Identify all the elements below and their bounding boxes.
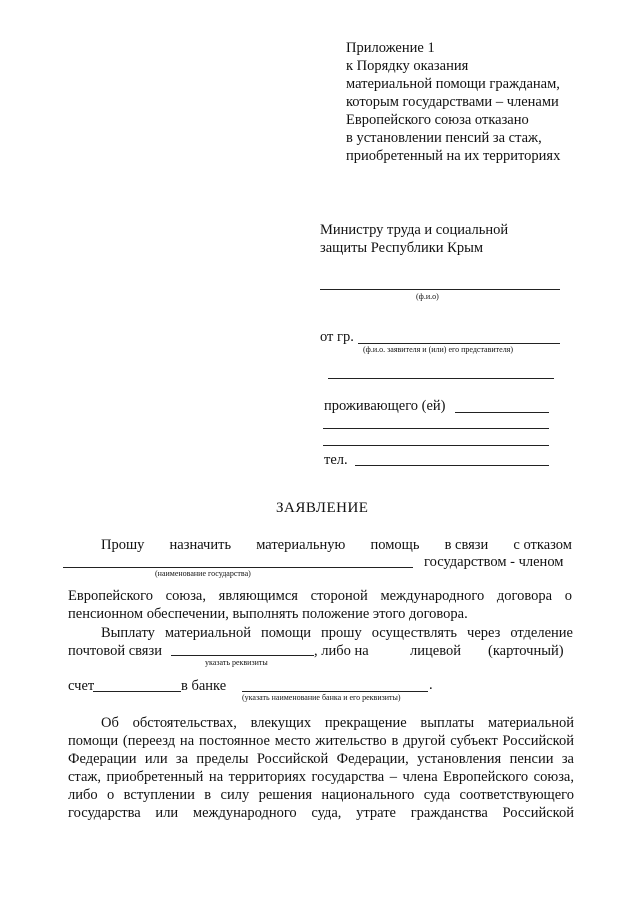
fio-line — [320, 289, 560, 290]
request-word: с отказом — [513, 537, 572, 553]
appendix-line: Европейского союза отказано — [346, 112, 529, 128]
from-line — [358, 343, 560, 344]
appendix-line: которым государствами – членами — [346, 94, 559, 110]
request-line-2: государством - членом — [424, 554, 564, 570]
request-line — [101, 537, 572, 554]
request-word: материальную — [256, 537, 346, 553]
extra-line — [328, 378, 554, 379]
paragraph-line: государства или международного суда, утрате гражданства Российской — [68, 805, 574, 821]
addressee-line: защиты Республики Крым — [320, 240, 483, 256]
residing-label: проживающего (ей) — [324, 398, 446, 414]
appendix-line: в установлении пенсий за стаж, — [346, 130, 542, 146]
paragraph-line: Об обстоятельствах, влекущих прекращение выплаты материальной — [101, 715, 574, 731]
paragraph-line: пенсионном обеспечении, выполнять положение этого договора. — [68, 606, 468, 622]
payment-personal: лицевой — [410, 643, 461, 659]
details-caption: указать реквизиты — [205, 658, 268, 667]
payment-card: (карточный) — [488, 643, 564, 659]
account-label: счет — [68, 678, 95, 694]
appendix-line: материальной помощи гражданам, — [346, 76, 560, 92]
appendix-line: Приложение 1 — [346, 40, 435, 56]
payment-or: , либо на — [314, 643, 369, 659]
paragraph-line: помощи (переезд на постоянное место жительство в другой субъект Российской — [68, 733, 574, 749]
from-caption: (ф.и.о. заявителя и (или) его представителя) — [363, 345, 514, 354]
payment-label: почтовой связи — [68, 643, 162, 659]
period-mark: . — [429, 677, 433, 693]
request-word: помощь — [370, 537, 420, 553]
bank-label: в банке — [181, 678, 227, 694]
paragraph-line: стаж, приобретенный на территориях государства – члена Европейского союза, — [68, 769, 574, 785]
addressee-line: Министру труда и социальной — [320, 222, 509, 238]
bank-caption: (указать наименование банка и его реквизиты) — [242, 693, 401, 702]
state-caption: (наименование государства) — [155, 569, 251, 578]
fio-caption: (ф.и.о) — [416, 292, 439, 301]
post-details-line — [171, 655, 314, 656]
phone-line — [355, 465, 549, 466]
bank-line — [242, 691, 428, 692]
state-line — [63, 567, 413, 568]
address-line — [323, 445, 549, 446]
address-line — [323, 428, 549, 429]
from-label: от гр. — [320, 329, 354, 345]
account-line — [93, 691, 181, 692]
residing-line — [455, 412, 549, 413]
document-title: ЗАЯВЛЕНИЕ — [276, 500, 369, 516]
request-word: назначить — [169, 537, 232, 553]
paragraph-line: Федерации или за пределы Российской Федерации, установления пенсии за — [68, 751, 574, 767]
paragraph-line: либо о вступлении в силу решения национального суда соответствующего — [68, 787, 574, 803]
paragraph-line: Европейского союза, являющимся стороной международного договора о — [68, 588, 572, 604]
request-word: Прошу — [101, 537, 145, 553]
appendix-line: приобретенный на их территориях — [346, 148, 561, 164]
phone-label: тел. — [324, 452, 348, 468]
payment-line: Выплату материальной помощи прошу осуществлять через отделение — [101, 625, 573, 641]
request-word: в связи — [444, 537, 489, 553]
appendix-line: к Порядку оказания — [346, 58, 469, 74]
